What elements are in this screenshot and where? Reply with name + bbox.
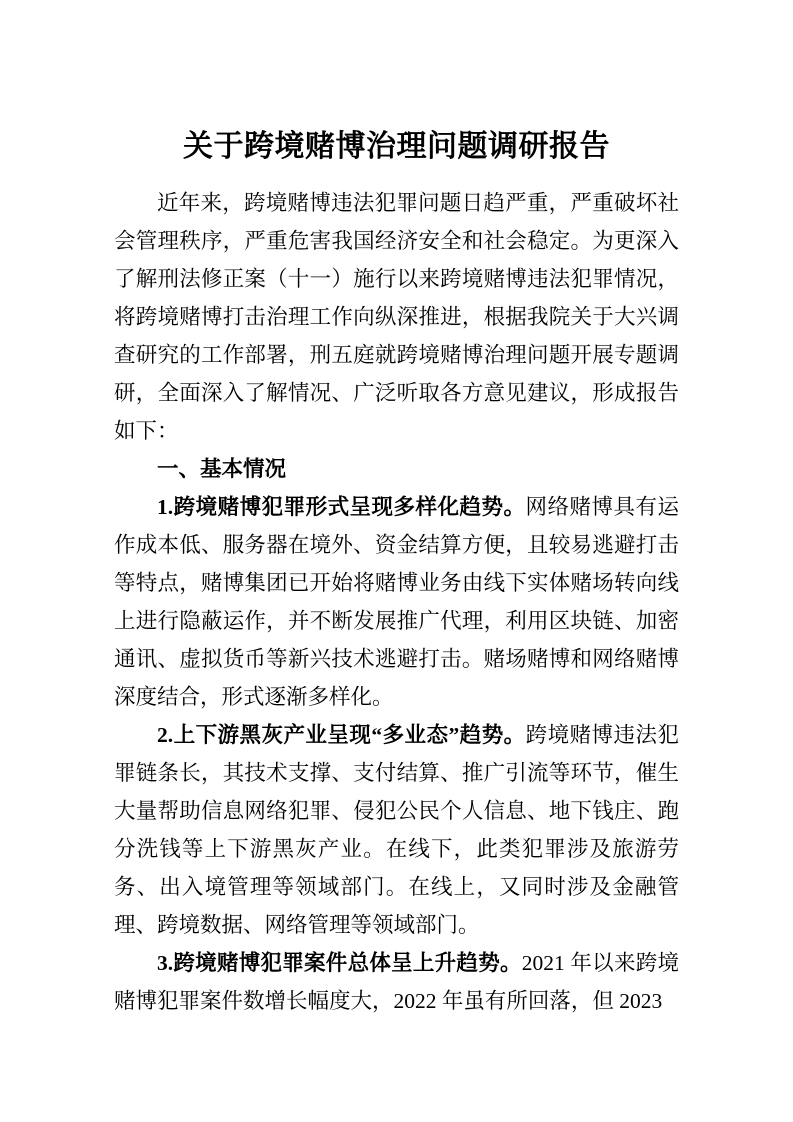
paragraph-2-lead: 2.上下游黑灰产业呈现“多业态”趋势。 [157,723,526,747]
numbered-paragraph-2 [114,716,679,944]
paragraph-1-lead: 1.跨境赌博犯罪形式呈现多样化趋势。 [157,495,526,519]
section-heading-basic-situation: 一、基本情况 [157,457,287,481]
paragraph-3-lead: 3.跨境赌博犯罪案件总体呈上升趋势。 [157,951,522,975]
numbered-paragraph-1 [114,488,679,716]
intro-paragraph: 近年来，跨境赌博违法犯罪问题日趋严重，严重破坏社会管理秩序，严重危害我国经济安全和社会稳定。为更深入了解刑法修正案（十一）施行以来跨境赌博违法犯罪情况，将跨境赌博打击治理工作向纵深推进，根据我院关于大兴调查研究的工作部署，刑五庭就跨境赌博治理问题开展专题调研，全面深入了解情况、广泛听取各方意见建议，形成报告如下： [114,191,679,443]
numbered-paragraph-3 [114,944,679,1020]
paragraph-1-text: 网络赌博具有运作成本低、服务器在境外、资金结算方便，且较易逃避打击等特点，赌博集团已开始将赌博业务由线下实体赌场转向线上进行隐蔽运作，并不断发展推广代理，利用区块链、加密通讯、虚拟货币等新兴技术逃避打击。赌场赌博和网络赌博深度结合，形式逐渐多样化。 [114,495,679,709]
paragraph-3-text: 2021 年以来跨境赌博犯罪案件数增长幅度大，2022 年虽有所回落，但 2023 [114,951,679,1013]
paragraph-2-text: 跨境赌博违法犯罪链条长，其技术支撑、支付结算、推广引流等环节，催生大量帮助信息网络犯罪、侵犯公民个人信息、地下钱庄、跑分洗钱等上下游黑灰产业。在线下，此类犯罪涉及旅游劳务、出入境管理等领域部门。在线上，又同时涉及金融管理、跨境数据、网络管理等领域部门。 [114,723,679,937]
document-title: 关于跨境赌博治理问题调研报告 [183,130,610,163]
